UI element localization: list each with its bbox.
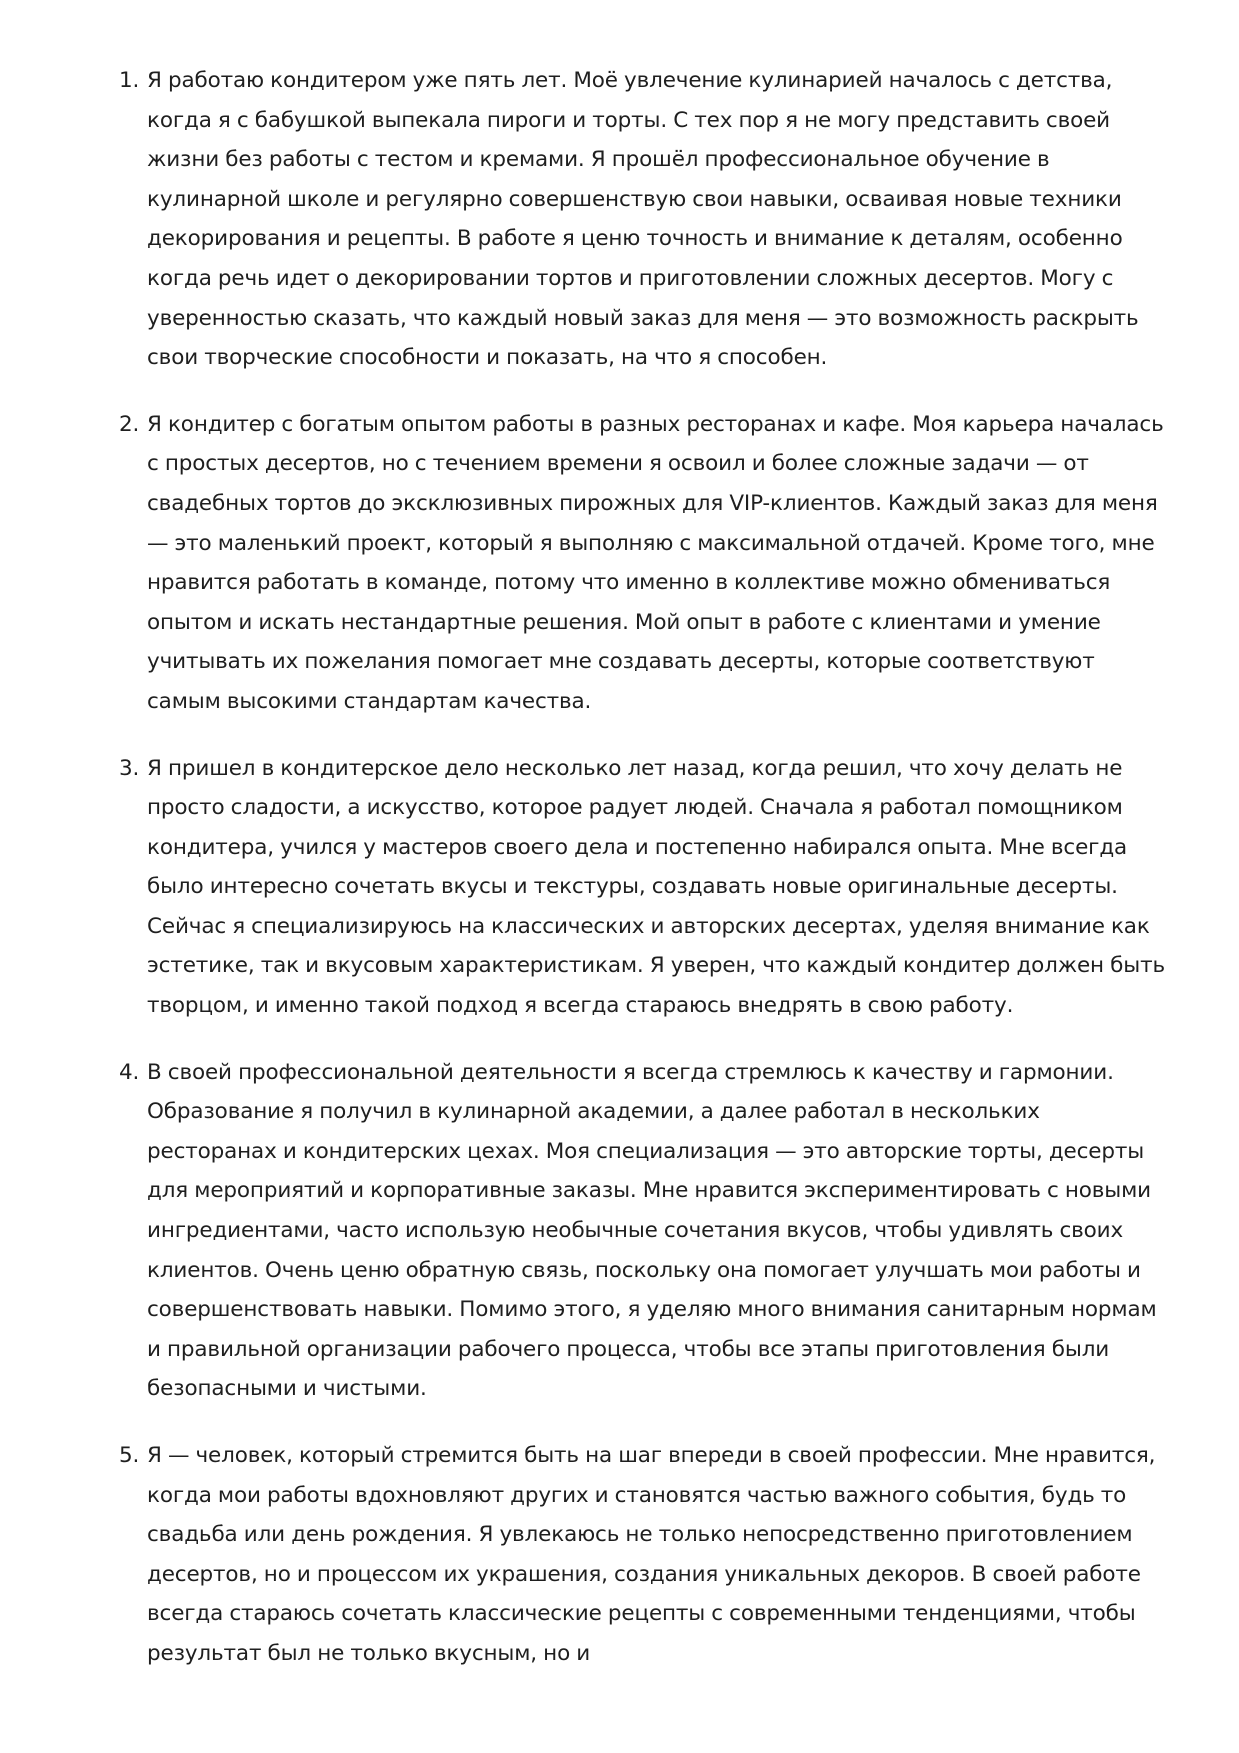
list-item (119, 1436, 1169, 1674)
list-item-text: Я пришел в кондитерское дело несколько лет назад, когда решил, что хочу делать не просто сладости, а искусство, которое радует людей. Сначала я работал помощником кондитера, учился у мастеров своего дела и постепенно набирался опыта. Мне всегда было интересно сочетать вкусы и текстуры, создавать новые оригинальные десерты. Сейчас я специализируюсь на классических и авторских десертах, уделяя внимание как эстетике, так и вкусовым характеристикам. Я уверен, что каждый кондитер должен быть творцом, и именно такой подход я всегда стараюсь внедрять в свою работу. (147, 755, 1165, 1019)
list-item (119, 61, 1169, 378)
list-item-number: 3. (119, 755, 140, 781)
list-item-text: В своей профессиональной деятельности я всегда стремлюсь к качеству и гармонии. Образование я получил в кулинарной академии, а далее работал в нескольких ресторанах и кондитерских цехах. Моя специализация — это авторские торты, десерты для мероприятий и корпоративные заказы. Мне нравится экспериментировать с новыми ингредиентами, часто использую необычные сочетания вкусов, чтобы удивлять своих клиентов. Очень ценю обратную связь, поскольку она помогает улучшать мои работы и совершенствовать навыки. Помимо этого, я уделяю много внимания санитарным нормам и правильной организации рабочего процесса, чтобы все этапы приготовления были безопасными и чистыми. (147, 1059, 1157, 1402)
list-item-number: 1. (119, 68, 140, 93)
list-item-number: 5. (119, 1443, 140, 1468)
list-item (119, 749, 1169, 1026)
list-item-text: Я кондитер с богатым опытом работы в разных ресторанах и кафе. Моя карьера началась с простых десертов, но с течением времени я освоил и более сложные задачи — от свадебных тортов до эксклюзивных пирожных для VIP-клиентов. Каждый заказ для меня — это маленький проект, который я выполняю с максимальной отдачей. Кроме того, мне нравится работать в команде, потому что именно в коллективе можно обмениваться опытом и искать нестандартные решения. Мой опыт в работе с клиентами и умение учитывать их пожелания помогает мне создавать десерты, которые соответствуют самым высокими стандартам качества. (147, 411, 1164, 714)
list-item-text: Я работаю кондитером уже пять лет. Моё увлечение кулинарией началось с детства, когда я с бабушкой выпекала пироги и торты. С тех пор я не могу представить своей жизни без работы с тестом и кремами. Я прошёл профессиональное обучение в кулинарной школе и регулярно совершенствую свои навыки, осваивая новые техники декорирования и рецепты. В работе я ценю точность и внимание к деталям, особенно когда речь идет о декорировании тортов и приготовлении сложных десертов. Могу с уверенностью сказать, что каждый новый заказ для меня — это возможность раскрыть свои творческие способности и показать, на что я способен. (147, 68, 1139, 371)
list-item (119, 405, 1169, 722)
list-item (119, 1053, 1169, 1409)
list-item-text: Я — человек, который стремится быть на шаг впереди в своей профессии. Мне нравится, когда мои работы вдохновляют других и становятся частью важного события, будь то свадьба или день рождения. Я увлекаюсь не только непосредственно приготовлением десертов, но и процессом их украшения, создания уникальных декоров. В своей работе всегда стараюсь сочетать классические рецепты с современными тенденциями, чтобы результат был не только вкусным, но и (147, 1443, 1156, 1666)
numbered-list (119, 61, 1169, 1701)
list-item-number: 2. (119, 411, 140, 437)
list-item-number: 4. (119, 1059, 140, 1085)
